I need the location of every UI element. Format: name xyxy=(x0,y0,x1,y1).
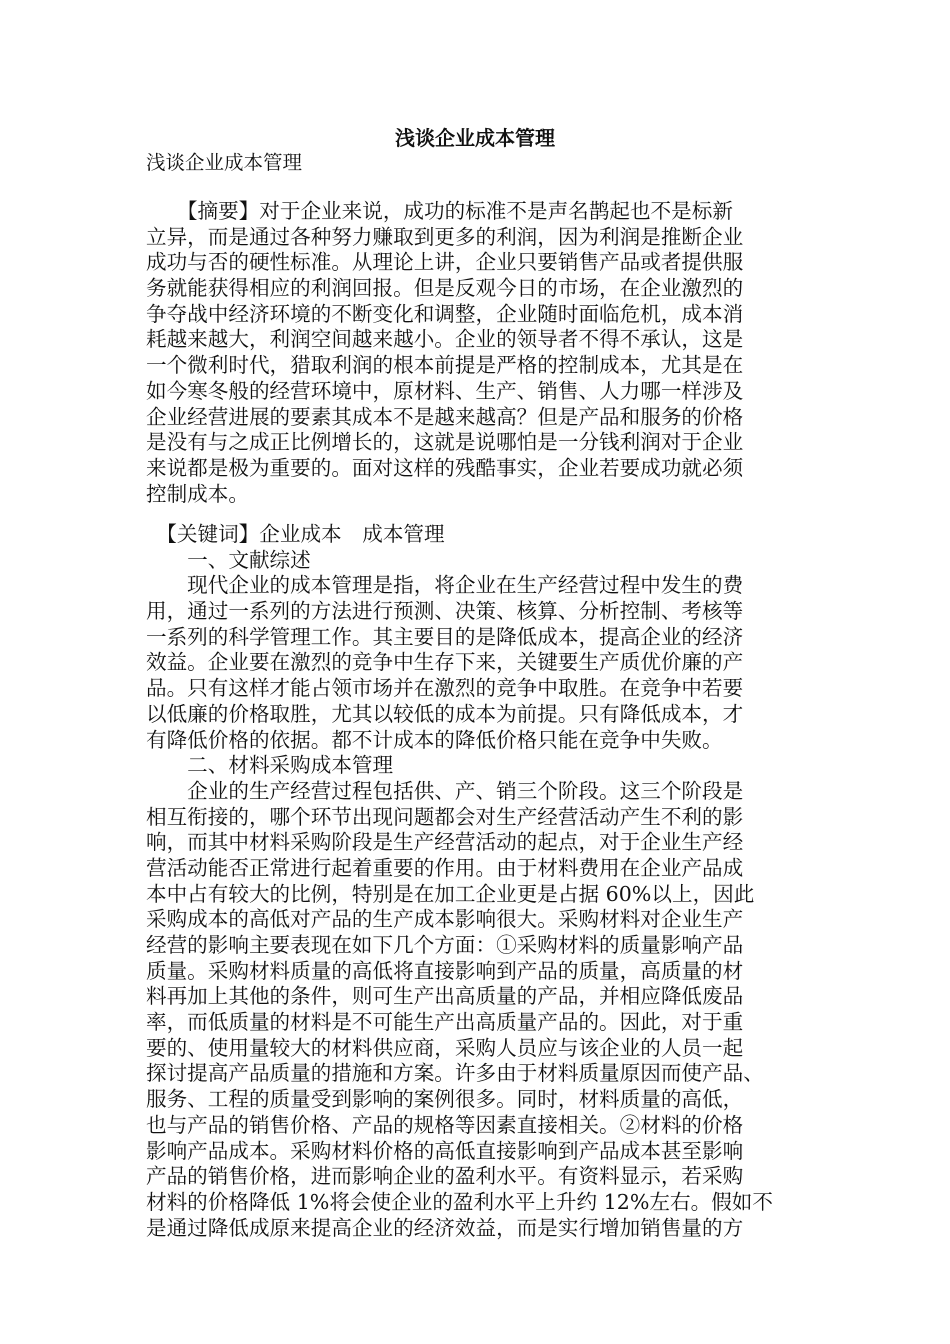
abstract-line: 务就能获得相应的利润回报。但是反观今日的市场，在企业激烈的 xyxy=(146,276,744,301)
body-line: 品。只有这样才能占领市场并在激烈的竞争中取胜。在竞争中若要 xyxy=(146,676,744,701)
body-line: 二、材料采购成本管理 xyxy=(146,753,394,778)
body-line: 相互衔接的，哪个环节出现问题都会对生产经营活动产生不利的影 xyxy=(146,804,744,829)
abstract-line: 如今寒冬般的经营环境中，原材料、生产、销售、人力哪一样涉及 xyxy=(146,378,744,403)
body-line: 一系列的科学管理工作。其主要目的是降低成本，提高企业的经济 xyxy=(146,624,744,649)
abstract-line: 争夺战中经济环境的不断变化和调整，企业随时面临危机，成本消 xyxy=(146,301,744,326)
abstract-line: 企业经营进展的要素其成本不是越来越高？但是产品和服务的价格 xyxy=(146,404,744,429)
abstract-line: 立异，而是通过各种努力赚取到更多的利润，因为利润是推断企业 xyxy=(146,224,744,249)
body-line: 用，通过一系列的方法进行预测、决策、核算、分析控制、考核等 xyxy=(146,599,744,624)
body-line: 要的、使用量较大的材料供应商，采购人员应与该企业的人员一起 xyxy=(146,1035,744,1060)
body-line: 响，而其中材料采购阶段是生产经营活动的起点，对于企业生产经 xyxy=(146,830,744,855)
body-line: 现代企业的成本管理是指，将企业在生产经营过程中发生的费 xyxy=(146,573,744,598)
body-line: 产品的销售价格，进而影响企业的盈利水平。有资料显示，若采购 xyxy=(146,1164,744,1189)
body-line: 【关键词】企业成本 成本管理 xyxy=(146,522,445,546)
body-text xyxy=(146,522,806,1241)
body-line: 企业的生产经营过程包括供、产、销三个阶段。这三个阶段是 xyxy=(146,778,744,803)
body-line: 料再加上其他的条件，则可生产出高质量的产品，并相应降低废品 xyxy=(146,984,744,1009)
abstract-line: 来说都是极为重要的。面对这样的残酷事实，企业若要成功就必须 xyxy=(146,455,744,480)
body-line: 是通过降低成原来提高企业的经济效益，而是实行增加销售量的方 xyxy=(146,1215,744,1240)
body-line: 有降低价格的依据。都不计成本的降低价格只能在竞争中失败。 xyxy=(146,727,723,752)
body-line: 经营的影响主要表现在如下几个方面：①采购材料的质量影响产品 xyxy=(146,933,744,957)
abstract-line: 控制成本。 xyxy=(146,481,249,506)
body-line: 探讨提高产品质量的措施和方案。许多由于材料质量原因而使产品、 xyxy=(146,1061,764,1086)
abstract-line: 成功与否的硬性标准。从理论上讲，企业只要销售产品或者提供服 xyxy=(146,250,744,275)
body-line: 营活动能否正常进行起着重要的作用。由于材料费用在企业产品成 xyxy=(146,855,744,880)
abstract-paragraph xyxy=(146,199,806,507)
body-line: 质量。采购材料质量的高低将直接影响到产品的质量，高质量的材 xyxy=(146,958,744,983)
body-line: 材料的价格降低 1%将会使企业的盈利水平上升约 12%左右。假如不 xyxy=(146,1189,773,1214)
body-line: 效益。企业要在激烈的竞争中生存下来，关键要生产质优价廉的产 xyxy=(146,650,744,675)
abstract-line: 【摘要】对于企业来说，成功的标准不是声名鹊起也不是标新 xyxy=(146,199,733,223)
document-subtitle: 浅谈企业成本管理 xyxy=(146,151,303,174)
body-line: 影响产品成本。采购材料价格的高低直接影响到产品成本甚至影响 xyxy=(146,1138,744,1163)
body-line: 本中占有较大的比例，特别是在加工企业更是占据 60%以上，因此 xyxy=(146,881,755,906)
body-line: 采购成本的高低对产品的生产成本影响很大。采购材料对企业生产 xyxy=(146,907,744,932)
document-title: 浅谈企业成本管理 xyxy=(395,126,555,150)
body-line: 以低廉的价格取胜，尤其以较低的成本为前提。只有降低成本，才 xyxy=(146,701,744,726)
body-line: 服务、工程的质量受到影响的案例很多。同时，材料质量的高低， xyxy=(146,1087,744,1112)
body-line: 一、文献综述 xyxy=(146,547,311,572)
abstract-line: 一个微利时代，猎取利润的根本前提是严格的控制成本，尤其是在 xyxy=(146,353,744,378)
abstract-line: 是没有与之成正比例增长的，这就是说哪怕是一分钱利润对于企业 xyxy=(146,430,744,455)
abstract-line: 耗越来越大，利润空间越来越小。企业的领导者不得不承认，这是 xyxy=(146,327,744,352)
body-line: 也与产品的销售价格、产品的规格等因素直接相关。②材料的价格 xyxy=(146,1112,744,1137)
body-line: 率，而低质量的材料是不可能生产出高质量产品的。因此，对于重 xyxy=(146,1010,744,1035)
